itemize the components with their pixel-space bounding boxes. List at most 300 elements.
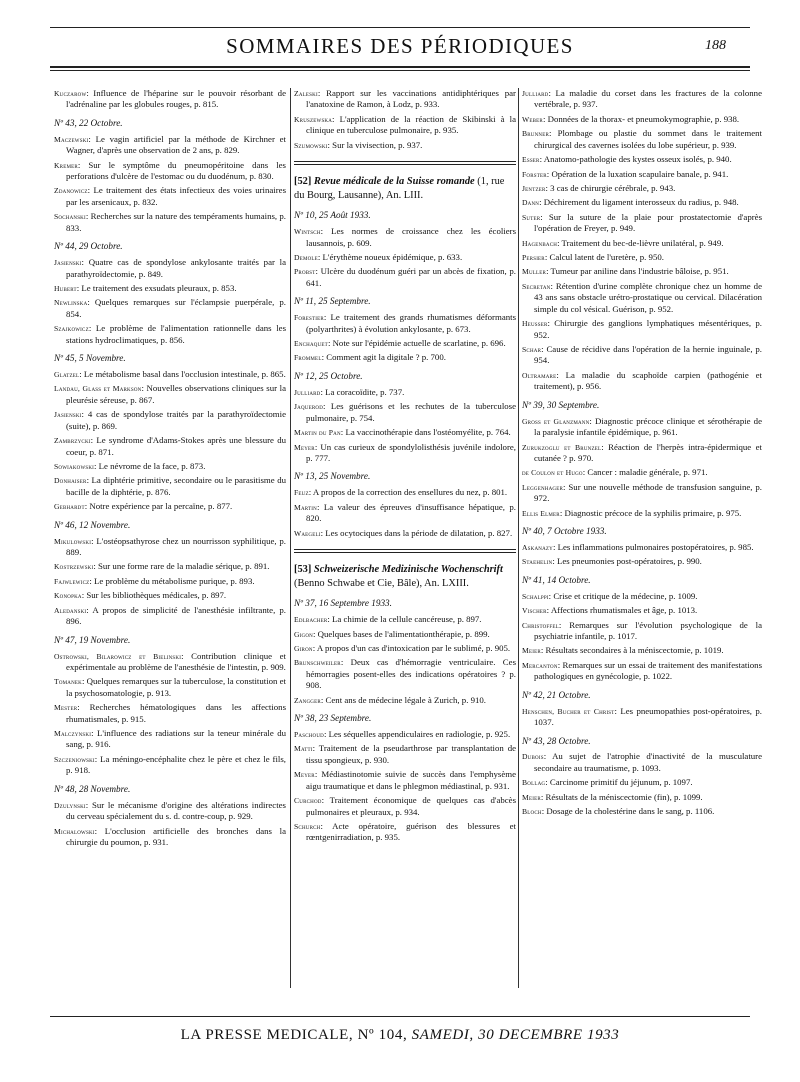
article-title: : Déchirement du ligament interosseux du radius, p. 948. — [539, 197, 739, 208]
article-author: Landau, Glass et Markson — [54, 384, 142, 394]
article-author: Jentzer — [522, 183, 546, 193]
issue-heading: Nº 37, 16 Septembre 1933. — [294, 598, 392, 609]
article-entry — [54, 728, 286, 751]
article-entry — [294, 821, 516, 844]
article-entry — [522, 197, 762, 208]
article-author: Henschen, Bucher et Christ — [522, 706, 615, 716]
article-author: Schar — [522, 345, 542, 355]
article-entry — [294, 657, 516, 691]
article-entry — [294, 695, 516, 706]
article-author: Dubois — [522, 752, 544, 762]
issue-heading: Nº 46, 12 Novembre. — [54, 519, 131, 530]
article-entry — [522, 88, 762, 111]
article-author: Secretan — [522, 281, 551, 291]
issue-heading: Nº 42, 21 Octobre. — [522, 689, 591, 700]
article-entry — [294, 401, 516, 424]
article-author: Leggenhager — [522, 482, 564, 492]
journal-heading — [294, 563, 516, 591]
article-author: Julliard — [522, 89, 549, 98]
article-title: : Diagnostic précoce de la syphilis primaire, p. 975. — [559, 507, 742, 518]
article-title: : Remarques sur un essai de traitement des manifestations pathologiques en gynécologie, p. 1022. — [534, 659, 762, 682]
article-author: Malczynski — [54, 729, 92, 739]
article-author: Zurukzoglu et Brunzel — [522, 442, 602, 452]
article-entry — [522, 806, 762, 817]
article-author: Zdanowicz — [54, 186, 88, 196]
article-title: : Cent ans de médecine légale à Zurich, p. 910. — [320, 694, 487, 705]
footer-date: 30 DECEMBRE 1933 — [478, 1027, 620, 1043]
article-title: : Sur le mécanisme d'origine des altérations indirectes du cerveau spécialement du s. d. contre-coup, p. 929. — [66, 799, 286, 822]
article-entry — [54, 676, 286, 699]
article-entry — [294, 312, 516, 335]
article-author: Sowiakowski — [54, 461, 95, 471]
article-title: : A propos de simplicité de l'anesthésie infiltrante, p. 896. — [66, 604, 286, 627]
article-entry — [522, 416, 762, 439]
article-author: Giron — [294, 643, 313, 653]
article-title: : Sur la suture de la plaie pour prostatectomie d'après l'opération de Freyer, p. 949. — [534, 211, 762, 234]
article-author: Oltramare — [522, 370, 557, 380]
article-entry — [522, 542, 762, 553]
article-title: : La valeur des épreuves d'insuffisance hépatique, p. 820. — [306, 501, 516, 524]
article-title: : Remarques sur l'évolution psychologique de la psychiatrie infantile, p. 1017. — [534, 619, 762, 642]
article-author: Kuczarow — [54, 89, 87, 98]
footer-day: SAMEDI, — [411, 1027, 474, 1043]
article-entry — [54, 257, 286, 280]
journal-title: Schweizerische Medizinische Wochenschrift — [313, 564, 503, 576]
article-title: : Affections rhumatismales et âge, p. 1013. — [546, 605, 698, 616]
article-title: : Les pneumopathies post-opératoires, p. 1037. — [534, 705, 762, 728]
article-author: Martin du Pan — [294, 428, 341, 438]
article-entry — [522, 344, 762, 367]
article-entry — [522, 370, 762, 393]
article-title: : La maladie du corset dans les fractures de la colonne vertébrale, p. 937. — [534, 88, 762, 110]
article-title: : Les séquelles appendiculaires en radiologie, p. 925. — [324, 728, 511, 739]
article-entry — [294, 140, 516, 151]
journal-number: [52] — [294, 176, 312, 188]
article-entry — [522, 154, 762, 165]
article-author: Wintsch — [294, 227, 321, 237]
article-entry — [294, 252, 516, 263]
journal-number: [53] — [294, 564, 312, 576]
article-author: Forster — [522, 169, 547, 179]
article-entry — [294, 338, 516, 349]
article-author: Brunner — [522, 129, 550, 139]
article-title: : La vaccinothérapie dans l'ostéomyélite, p. 764. — [340, 427, 511, 438]
article-author: Meier — [522, 646, 541, 656]
issue-heading: Nº 39, 30 Septembre. — [522, 399, 600, 410]
journal-separator — [294, 161, 516, 165]
article-author: Newlinska — [54, 298, 88, 308]
article-author: Szumowski — [294, 140, 328, 150]
article-entry — [54, 561, 286, 572]
article-author: Feuz — [294, 488, 309, 498]
article-title: : La méningo-encéphalite chez le père et chez le fils, p. 918. — [66, 753, 286, 776]
article-author: Kostrzewski — [54, 562, 94, 572]
article-author: Szajkowicz — [54, 324, 89, 334]
article-entry — [294, 226, 516, 249]
article-author: Mikulowski — [54, 536, 92, 546]
article-entry — [522, 792, 762, 803]
article-author: Meyer — [294, 770, 315, 780]
article-title: : Contribution clinique et expérimentale au problème de l'anesthésie de l'intestin, p. 909. — [66, 650, 286, 672]
article-author: Kruszewska — [294, 114, 333, 124]
article-title: : Opération de la luxation scapulaire banale, p. 941. — [546, 168, 729, 179]
article-title: : Le vagin artificiel par la méthode de Kirchner et Wagner, d'après une observation de 2 ans, p. 829. — [66, 133, 286, 156]
article-title: : Traitement du bec-de-lièvre unilatéral, p. 949. — [557, 237, 724, 248]
article-title: : Le problème du métabolisme purique, p. 893. — [89, 575, 255, 586]
issue-heading: Nº 43, 28 Octobre. — [522, 735, 591, 746]
article-entry — [522, 281, 762, 315]
article-entry — [294, 387, 516, 398]
journal-title: Revue médicale de la Suisse romande — [313, 176, 475, 188]
issue-heading: Nº 10, 25 Août 1933. — [294, 210, 371, 221]
article-title: : Sur les bibliothèques médicales, p. 897. — [81, 590, 227, 601]
article-author: Persier — [522, 253, 545, 263]
article-title: : Deux cas d'hémorragie ventriculaire. Ces hémorragies posent-elles des indications opératoires ? p. 908. — [306, 657, 516, 691]
article-entry — [294, 795, 516, 818]
issue-heading: Nº 12, 25 Octobre. — [294, 370, 363, 381]
article-title: : A propos de la correction des ensellures du nez, p. 801. — [308, 487, 508, 498]
article-entry — [294, 487, 516, 498]
article-entry — [294, 769, 516, 792]
article-author: Hubert — [54, 283, 77, 293]
article-author: Forestier — [294, 313, 324, 323]
article-title: : Le syndrome d'Adams-Stokes après une blessure du coeur, p. 871. — [66, 435, 286, 457]
article-author: Matti — [294, 744, 313, 754]
footer — [0, 1027, 800, 1044]
article-entry — [294, 352, 516, 363]
article-title: : Carcinome primitif du jéjunum, p. 1097. — [545, 777, 693, 788]
journal-details: (Benno Schwabe et Cie, Bâle), An. LXIII. — [294, 578, 469, 590]
article-title: : Le traitement des grands rhumatismes déformants (polyarthrites) à évolution ankylosante, p. 673. — [306, 312, 516, 334]
article-author: Martin — [294, 502, 317, 512]
article-entry — [54, 369, 286, 380]
article-title: : Plombage ou plastie du sommet dans le traitement chirurgical des cavernes isolées du lobe supérieur, p. 939. — [534, 128, 762, 150]
article-title: : Sur une nouvelle méthode de transfusion sanguine, p. 972. — [534, 481, 762, 504]
article-entry — [522, 751, 762, 774]
article-entry — [294, 266, 516, 289]
issue-heading: Nº 43, 22 Octobre. — [54, 117, 123, 128]
article-entry — [294, 114, 516, 137]
article-entry — [522, 183, 762, 194]
article-entry — [522, 252, 762, 263]
article-author: Brunschweiler — [294, 658, 341, 668]
article-title: : Anatomo-pathologie des kystes osseux isolés, p. 940. — [539, 154, 732, 165]
article-title: : Le traitement des exsudats pleuraux, p. 853. — [76, 282, 237, 293]
article-entry — [54, 409, 286, 432]
article-author: Vischer — [522, 606, 547, 616]
journal-details: (1, rue du Bourg, Lausanne), An. LIII. — [294, 176, 505, 202]
article-entry — [294, 643, 516, 654]
article-entry — [54, 283, 286, 294]
article-entry — [522, 660, 762, 683]
article-author: Szczeniowski — [54, 754, 95, 764]
article-entry — [54, 754, 286, 777]
article-entry — [54, 475, 286, 498]
article-entry — [54, 605, 286, 628]
article-entry — [522, 591, 762, 602]
article-entry — [294, 528, 516, 539]
article-entry — [522, 169, 762, 180]
article-entry — [294, 743, 516, 766]
article-entry — [294, 442, 516, 465]
article-entry — [54, 88, 286, 111]
article-title: : Au sujet de l'atrophie d'inactivité de la musculature secondaire au traumatisme, p. 1093. — [534, 751, 762, 773]
article-author: Meyer — [294, 442, 315, 452]
article-author: Jaquerod — [294, 402, 323, 412]
page-title: SOMMAIRES DES PÉRIODIQUES — [226, 34, 574, 58]
article-author: Probst — [294, 267, 316, 277]
article-author: Muller — [522, 267, 547, 277]
article-author: Schurch — [294, 821, 321, 831]
article-title: : Calcul latent de l'uretère, p. 950. — [544, 252, 664, 263]
issue-heading: Nº 45, 5 Novembre. — [54, 353, 126, 364]
article-title: : Dosage de la cholestérine dans le sang, p. 1106. — [541, 806, 715, 817]
article-title: : L'érythème noueux épidémique, p. 633. — [317, 252, 463, 262]
article-title: : Recherches hématologiques dans les affections rhumatismales, p. 915. — [66, 702, 286, 724]
article-title: : Influence de l'héparine sur le pouvoir résorbant de l'adrénaline par les globules rouges, p. 815. — [66, 88, 286, 110]
article-entry — [54, 323, 286, 346]
article-entry — [522, 212, 762, 235]
issue-heading: Nº 48, 28 Novembre. — [54, 783, 131, 794]
article-author: Tomanek — [54, 677, 82, 687]
article-title: : Les inflammations pulmonaires postopératoires, p. 985. — [552, 541, 754, 552]
article-title: : 4 cas de spondylose traités par la parathyroïdectomie (suite), p. 869. — [66, 409, 286, 431]
article-title: : Rétention d'urine complète chronique chez un homme de 43 ans sans obstacle urétro-prostatique ou cervical. Dilacération simple du col vésical. Guérison, p. 952. — [534, 280, 762, 314]
article-author: de Coulon et Hugo — [522, 468, 583, 478]
header-rule-bottom-thin — [50, 70, 750, 71]
article-author: Waegeli — [294, 528, 321, 538]
article-title: : Le traitement des états infectieux des voies urinaires par les arsenicaux, p. 832. — [66, 185, 286, 207]
article-title: : Quelques remarques sur l'éclampsie puerpérale, p. 854. — [66, 297, 286, 319]
article-title: : Résultats secondaires à la méniscectomie, p. 1019. — [540, 645, 724, 656]
article-author: Julliard — [294, 387, 321, 397]
article-title: : L'influence des radiations sur la teneur minérale du sang, p. 916. — [66, 728, 286, 750]
article-title: : Médiastinotomie suivie de succès dans l'emphysème aigu traumatique et dans le phlegmon médiastinal, p. 931. — [306, 769, 516, 791]
article-entry — [522, 777, 762, 788]
article-title: : Les pneumonies post-opératoires, p. 990. — [552, 556, 702, 567]
article-title: : Le métabolisme basal dans l'occlusion intestinale, p. 865. — [79, 369, 286, 380]
article-entry — [522, 645, 762, 656]
article-author: Gigon — [294, 629, 313, 639]
article-title: : Réaction de l'herpès intra-épidermique et cutanée ? p. 970. — [534, 441, 762, 463]
article-author: Aledanski — [54, 605, 87, 615]
article-entry — [54, 160, 286, 183]
header-rule-bottom — [50, 66, 750, 68]
article-author: Dann — [522, 198, 540, 208]
article-title: : Sur le symptôme du pneumopéritoine dans les perforations d'ulcère de l'estomac ou du duodénum, p. 830. — [66, 159, 286, 182]
issue-heading: Nº 38, 23 Septembre. — [294, 713, 372, 724]
article-entry — [294, 427, 516, 438]
issue-heading: Nº 40, 7 Octobre 1933. — [522, 526, 607, 537]
column-2 — [294, 88, 516, 847]
article-author: Askanazy — [522, 542, 553, 552]
article-author: Enchaquet — [294, 339, 328, 349]
article-title: : A propos d'un cas d'intoxication par le sublimé, p. 905. — [312, 642, 511, 653]
article-entry — [294, 614, 516, 625]
article-title: : Note sur l'épidémie actuelle de scarlatine, p. 696. — [327, 338, 506, 349]
article-title: : Le névrome de la face, p. 873. — [94, 460, 206, 471]
article-entry — [522, 114, 762, 125]
article-entry — [54, 435, 286, 458]
article-title: : Notre expérience par la percaïne, p. 877. — [84, 501, 233, 512]
article-title: : Rapport sur les vaccinations antidiphtériques par l'anatoxine de Ramon, à Lodz, p. 933. — [306, 88, 516, 110]
article-title: : 3 cas de chirurgie cérébrale, p. 943. — [545, 182, 676, 193]
article-title: : Sur une forme rare de la maladie sérique, p. 891. — [93, 561, 270, 572]
article-title: : Comment agit la digitale ? p. 700. — [321, 352, 446, 363]
article-title: : Quatre cas de spondylose ankylosante traités par la parathyroïdectomie, p. 849. — [66, 257, 286, 279]
article-author: Dzulynski — [54, 800, 86, 810]
article-title: : L'occlusion artificielle des bronches dans la chirurgie du poumon, p. 931. — [66, 825, 286, 847]
article-author: Heusser — [522, 319, 548, 329]
column-3 — [522, 88, 762, 821]
article-entry — [522, 238, 762, 249]
article-title: : Traitement de la pseudarthrose par transplantation de tissu spongieux, p. 930. — [306, 743, 516, 765]
article-entry — [54, 383, 286, 406]
footer-rule — [50, 1016, 750, 1017]
article-author: Mester — [54, 703, 78, 713]
article-title: : Quelques remarques sur la tuberculose, la constitution et la psychosomatologie, p. 913. — [66, 676, 286, 698]
article-title: : Recherches sur la nature des tempéraments humains, p. 833. — [66, 211, 286, 233]
article-author: Esser — [522, 155, 540, 165]
article-title: : Le problème de l'alimentation rationnelle dans les stations hydroclimatiques, p. 856. — [66, 323, 286, 345]
article-entry — [54, 185, 286, 208]
article-author: Zangger — [294, 695, 321, 705]
article-title: : L'ostéopsathyrose chez un nourrisson syphilitique, p. 889. — [66, 535, 286, 558]
article-title: : La chimie de la cellule cancéreuse, p. 897. — [327, 614, 482, 625]
article-author: Edlbacher — [294, 615, 328, 625]
article-entry — [522, 128, 762, 151]
article-title: : La diphtérie primitive, secondaire ou le parasitisme du bacille de la diphtérie, p. 876. — [66, 475, 286, 497]
article-title: : Un cas curieux de spondylolisthésis juvénile indolore, p. 777. — [306, 441, 516, 463]
article-author: Jasienski — [54, 258, 82, 268]
journal-heading — [294, 175, 516, 203]
article-title: : Les normes de croissance chez les écoliers lausannois, p. 609. — [306, 226, 516, 248]
article-title: : Les guérisons et les rechutes de la tuberculose pulmonaire, p. 754. — [306, 401, 516, 423]
article-author: Donhaiser — [54, 476, 87, 486]
article-entry — [54, 826, 286, 849]
page-number: 188 — [705, 38, 726, 53]
article-author: Hagenbach — [522, 238, 558, 248]
article-entry — [522, 706, 762, 729]
column-1 — [54, 88, 286, 851]
article-title: : La coracoïdite, p. 737. — [320, 386, 405, 397]
article-title: : Résultats de la méniscectomie (fin), p. 1099. — [540, 791, 703, 802]
article-title: : Les ocytociques dans la période de dilatation, p. 827. — [320, 527, 513, 538]
article-author: Michalowski — [54, 826, 95, 836]
article-author: Christoffel — [522, 620, 559, 630]
issue-heading: Nº 44, 29 Octobre. — [54, 241, 123, 252]
article-author: Demole — [294, 253, 318, 262]
article-title: : L'application de la réaction de Skibinski à la clinique en tuberculose pulmonaire, p. 935. — [306, 113, 516, 136]
article-author: Bollag — [522, 778, 546, 788]
article-author: Curchod — [294, 796, 322, 806]
article-entry — [54, 702, 286, 725]
article-author: Schalppi — [522, 591, 549, 601]
footer-journal: LA PRESSE MEDICALE, Nº 104, — [180, 1027, 408, 1043]
article-entry — [294, 629, 516, 640]
issue-heading: Nº 13, 25 Novembre. — [294, 471, 371, 482]
article-title: : Cancer : maladie générale, p. 971. — [582, 467, 708, 478]
article-entry — [54, 501, 286, 512]
article-author: Kremer — [54, 160, 78, 170]
column-separator — [518, 88, 519, 988]
article-title: : Chirurgie des ganglions lymphatiques mésentériques, p. 952. — [534, 318, 762, 340]
article-entry — [294, 729, 516, 740]
article-author: Sochanski — [54, 212, 86, 222]
article-author: Zambrzycki — [54, 436, 91, 446]
article-entry — [54, 211, 286, 234]
article-title: : Traitement économique de quelques cas d'abcès pulmonaires et pleuraux, p. 934. — [306, 795, 516, 817]
article-author: Paschoud — [294, 729, 324, 739]
article-entry — [522, 620, 762, 643]
article-entry — [54, 800, 286, 823]
article-author: Jasienski — [54, 410, 82, 420]
article-entry — [294, 88, 516, 111]
article-title: : Cause de récidive dans l'opération de la hernie inguinale, p. 954. — [534, 344, 762, 366]
article-entry — [54, 590, 286, 601]
article-author: Frommel — [294, 353, 322, 363]
article-entry — [54, 651, 286, 674]
article-author: Zaleski — [294, 89, 318, 98]
article-title: : Crise et critique de la médecine, p. 1009. — [548, 590, 698, 601]
issue-heading: Nº 41, 14 Octobre. — [522, 574, 591, 585]
article-author: Maczewski — [54, 134, 89, 144]
article-entry — [522, 508, 762, 519]
article-author: Suter — [522, 212, 541, 222]
article-entry — [54, 461, 286, 472]
article-title: : La maladie du scaphoïde carpien (pathogénie et traitement), p. 956. — [534, 369, 762, 392]
article-entry — [294, 502, 516, 525]
article-entry — [54, 576, 286, 587]
article-author: Gebhardt — [54, 502, 85, 512]
article-entry — [522, 605, 762, 616]
article-author: Weber — [522, 114, 543, 124]
article-entry — [522, 556, 762, 567]
article-title: : Sur la vivisection, p. 937. — [327, 139, 423, 150]
article-entry — [54, 134, 286, 157]
article-author: Staehelin — [522, 557, 553, 567]
article-entry — [522, 467, 762, 478]
article-author: Glatzel — [54, 370, 80, 380]
header-rule-top — [50, 27, 750, 28]
article-entry — [522, 266, 762, 277]
article-title: : Ulcère du duodénum guéri par un abcès de fixation, p. 641. — [306, 266, 516, 288]
article-entry — [522, 318, 762, 341]
article-title: : Nouvelles observations cliniques sur la pleurésie séreuse, p. 867. — [66, 383, 287, 405]
article-author: Ellis Elmer — [522, 508, 560, 518]
article-title: : Acte opératoire, guérison des blessures et rœntgenirradiation, p. 935. — [306, 820, 516, 843]
article-title: : Quelques bases de l'alimentationthérapie, p. 899. — [312, 628, 490, 639]
journal-separator — [294, 549, 516, 553]
article-title: : Données de la thorax- et pneumokymographie, p. 938. — [542, 113, 740, 124]
article-entry — [54, 536, 286, 559]
article-author: Bloch — [522, 807, 542, 817]
article-title: : Tumeur par aniline dans l'industrie bâloise, p. 951. — [546, 266, 729, 277]
article-entry — [522, 442, 762, 465]
article-entry — [522, 482, 762, 505]
column-separator — [290, 88, 291, 988]
article-author: Ostrowski, Bilarowicz et Bielinski — [54, 651, 182, 661]
article-author: Fajwlewicz — [54, 576, 90, 586]
article-entry — [54, 297, 286, 320]
article-author: Gross et Glanzmann — [522, 416, 590, 426]
article-author: Konopka — [54, 591, 82, 601]
article-author: Meier — [522, 792, 541, 802]
article-title: : Diagnostic précoce clinique et sérothérapie de la paralysie infantile épidémique, p. 961. — [534, 415, 762, 438]
issue-heading: Nº 47, 19 Novembre. — [54, 634, 131, 645]
issue-heading: Nº 11, 25 Septembre. — [294, 296, 371, 307]
article-author: Mercanton — [522, 660, 558, 670]
